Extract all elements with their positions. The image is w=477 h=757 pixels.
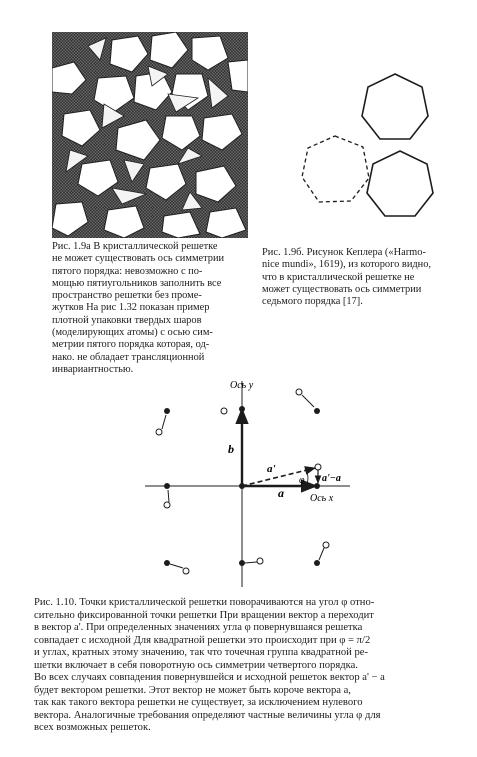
caption-line: седьмого порядка [17]. xyxy=(262,296,363,308)
caption-line: инвариантностью. xyxy=(52,363,134,375)
caption-line: Рис. 1.10. Точки кристаллической решетки поворачиваются на угол φ отно- xyxy=(34,597,375,608)
caption-line: всех возможных решеток. xyxy=(34,722,151,733)
heptagon-bottom xyxy=(367,151,433,216)
lattice-point xyxy=(164,408,170,414)
caption-line: сительно фиксированной точки решетки При вращении вектор a переходит xyxy=(34,609,374,621)
heptagon-dashed xyxy=(302,136,369,202)
caption-figure-1-10 xyxy=(34,597,464,735)
rotated-point xyxy=(315,464,321,470)
caption-line: Во всех случаях совпадения повернувшейся и исходной решеток вектор a' − a xyxy=(34,672,385,683)
caption-line: и углах, кратных этому значению, так что точечная группа квадратной ре- xyxy=(34,647,369,658)
lattice-point xyxy=(314,560,320,566)
caption-line: нако. не обладает трансляционной xyxy=(52,351,205,363)
caption-line: метрии пятого порядка которая, од- xyxy=(52,339,210,351)
caption-line: плотной упаковки твердых шаров xyxy=(52,314,202,326)
heptagon-drawing xyxy=(285,68,455,238)
caption-figure-1-9a xyxy=(52,241,252,376)
lattice-point xyxy=(314,408,320,414)
rotated-point xyxy=(221,408,227,414)
label-b: b xyxy=(228,442,234,456)
lattice-point xyxy=(239,406,245,412)
caption-line: вектора. Аналогичные требования определяют частные величины угла φ для xyxy=(34,709,381,721)
heptagon-top xyxy=(362,74,428,139)
caption-line: мощью пятиугольников заполнить все xyxy=(52,277,222,289)
rotation-tick xyxy=(170,564,183,568)
figure-1-9b-heptagons xyxy=(285,68,455,238)
rotation-tick xyxy=(168,490,169,502)
pentagon-tiling-image xyxy=(52,32,248,238)
caption-figure-1-9b xyxy=(262,247,467,308)
lattice-point xyxy=(314,483,320,489)
rotation-tick xyxy=(162,415,166,429)
rotated-point xyxy=(323,542,329,548)
label-a-prime-minus-a: a'−a xyxy=(322,473,341,484)
rotation-tick xyxy=(245,562,257,563)
caption-line: шетки включает в себя поворотную ось симметрии четвертого порядка. xyxy=(34,659,358,671)
rotation-tick xyxy=(302,395,314,407)
rotated-point xyxy=(296,389,302,395)
angle-arc xyxy=(306,470,308,486)
rotated-point xyxy=(156,429,162,435)
caption-line: не может существовать ось симметрии xyxy=(52,253,225,265)
caption-line: так как такого вектора решетки не существует, за исключением нулевого xyxy=(34,697,363,708)
lattice-point xyxy=(239,483,245,489)
label-a: a xyxy=(278,486,284,500)
label-a-prime: a' xyxy=(267,463,276,475)
rotated-point xyxy=(257,558,263,564)
rotation-tick xyxy=(319,548,324,560)
lattice-diagram xyxy=(140,375,355,590)
caption-line: может существовать ось симметрии xyxy=(262,283,422,295)
axis-y-label: Ось y xyxy=(230,380,254,391)
caption-line: Рис. 1.9а В кристаллической решетке xyxy=(52,241,218,252)
caption-line: что в кристаллической решетке не xyxy=(262,271,415,283)
caption-line: совпадает с исходной Для квадратной решетки это происходит при φ = π/2 xyxy=(34,634,371,646)
label-phi: φ xyxy=(299,475,305,486)
caption-line: будет вектором решетки. Этот вектор не может быть короче вектора a, xyxy=(34,684,351,696)
lattice-point xyxy=(164,560,170,566)
figure-1-10-lattice-rotation xyxy=(140,375,355,590)
figure-1-9a-pentagon-tiling xyxy=(52,32,248,238)
caption-line: Рис. 1.9б. Рисунок Кеплера («Harmo- xyxy=(262,247,426,258)
caption-line: пространство решетки без проме- xyxy=(52,290,202,302)
lattice-point xyxy=(239,560,245,566)
caption-line: пятого порядка: невозможно с по- xyxy=(52,265,203,277)
caption-line: в вектор a'. При определенных значениях угла φ повернувшаяся решетка xyxy=(34,622,363,633)
caption-line: (моделирующих атомы) с осью сим- xyxy=(52,327,213,339)
lattice-point xyxy=(164,483,170,489)
rotated-point xyxy=(164,502,170,508)
caption-line: nice mundi», 1619), из которого видно, xyxy=(262,259,432,271)
axis-x-label: Ось x xyxy=(310,493,334,504)
caption-line: жутков На рис 1.32 показан пример xyxy=(52,302,210,314)
rotated-point xyxy=(183,568,189,574)
